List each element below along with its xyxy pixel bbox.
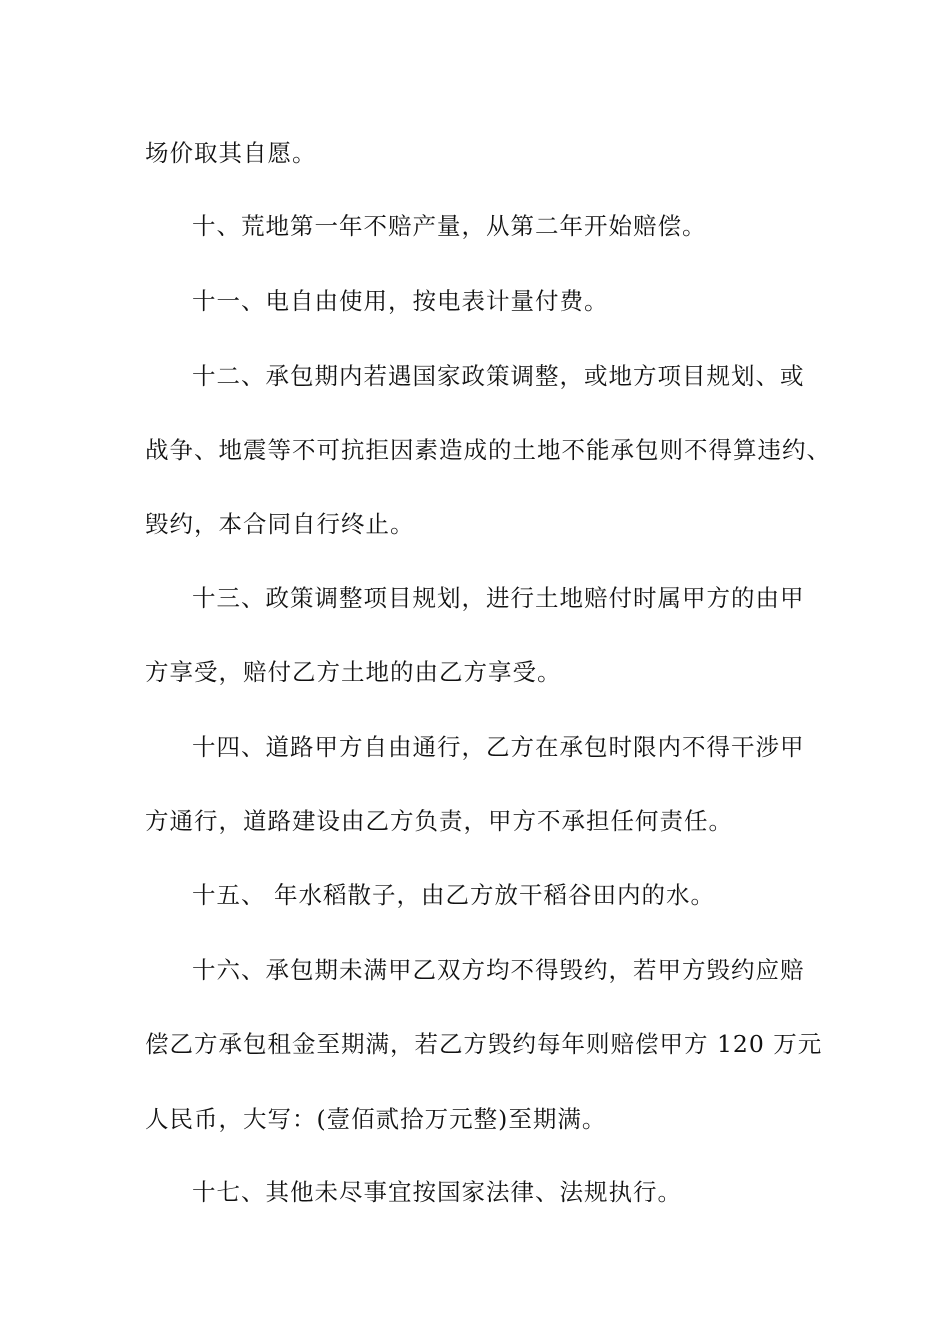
clause-16-line-3: 人民币，大写：(壹佰贰拾万元整)至期满。 bbox=[145, 1105, 607, 1133]
clause-10: 十、荒地第一年不赔产量，从第二年开始赔偿。 bbox=[192, 212, 707, 240]
clause-16-line-1: 十六、承包期未满甲乙双方均不得毁约，若甲方毁约应赔 bbox=[192, 956, 805, 984]
clause-12-line-3: 毁约，本合同自行终止。 bbox=[145, 510, 415, 538]
clause-14-line-1: 十四、道路甲方自由通行，乙方在承包时限内不得干涉甲 bbox=[192, 733, 805, 761]
clause-13-line-1: 十三、政策调整项目规划，进行土地赔付时属甲方的由甲 bbox=[192, 584, 805, 612]
clause-14-line-2: 方通行，道路建设由乙方负责，甲方不承担任何责任。 bbox=[145, 807, 733, 835]
clause-16-line-2: 偿乙方承包租金至期满，若乙方毁约每年则赔偿甲方 120 万元 bbox=[145, 1030, 823, 1058]
clause-12-line-1: 十二、承包期内若遇国家政策调整，或地方项目规划、或 bbox=[192, 362, 805, 390]
clause-12-line-2: 战争、地震等不可抗拒因素造成的土地不能承包则不得算违约、 bbox=[145, 436, 831, 464]
text-line-continuation: 场价取其自愿。 bbox=[145, 139, 317, 167]
clause-15: 十五、 年水稻散子，由乙方放干稻谷田内的水。 bbox=[192, 881, 715, 909]
clause-17: 十七、其他未尽事宜按国家法律、法规执行。 bbox=[192, 1178, 682, 1206]
clause-11: 十一、电自由使用，按电表计量付费。 bbox=[192, 287, 609, 315]
clause-13-line-2: 方享受，赔付乙方土地的由乙方享受。 bbox=[145, 658, 562, 686]
